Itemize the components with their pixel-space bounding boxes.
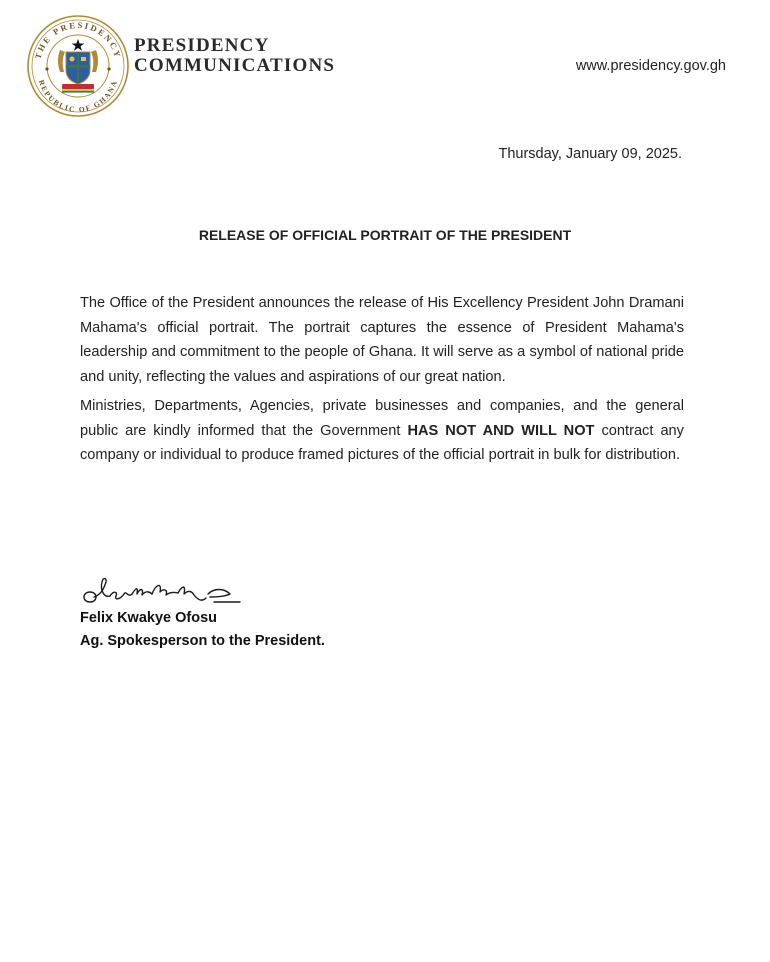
website-link[interactable]: www.presidency.gov.gh: [575, 58, 726, 74]
svg-text:REPUBLIC OF GHANA: REPUBLIC OF GHANA: [36, 78, 120, 115]
brand-name: [134, 36, 335, 76]
svg-text:THE PRESIDENCY: THE PRESIDENCY: [32, 19, 124, 61]
handwritten-signature-icon: [80, 564, 250, 608]
signatory-name: Felix Kwakye Ofosu: [80, 610, 217, 626]
brand-line-2: COMMUNICATIONS: [134, 55, 336, 76]
paragraph-2-end: contract any company or individual to produce framed pictures of the official portrait in bulk for distribution.: [80, 422, 684, 463]
paragraph-2: [80, 394, 684, 468]
paragraph-2-start: Ministries, Departments, Agencies, private businesses and companies, and the general public are kindly informed that the Government: [80, 398, 684, 439]
letter-date: Thursday, January 09, 2025.: [498, 146, 682, 162]
presidential-seal-icon: [26, 14, 130, 118]
brand-line-1: PRESIDENCY: [134, 35, 270, 56]
paragraph-2-emphasis: HAS NOT AND WILL NOT: [407, 422, 595, 439]
paragraph-1: The Office of the President announces the release of His Excellency President John Dramani Mahama's official portrait. The portrait captures the essence of President Mahama's leadership and commitment to the people of Ghana. It will serve as a symbol of national pride and unity, reflecting the values and aspirations of our great nation.: [80, 295, 684, 385]
letter-title: RELEASE OF OFFICIAL PORTRAIT OF THE PRESIDENT: [198, 227, 572, 243]
signatory-role: Ag. Spokesperson to the President.: [80, 633, 325, 649]
letterhead: [0, 0, 770, 140]
